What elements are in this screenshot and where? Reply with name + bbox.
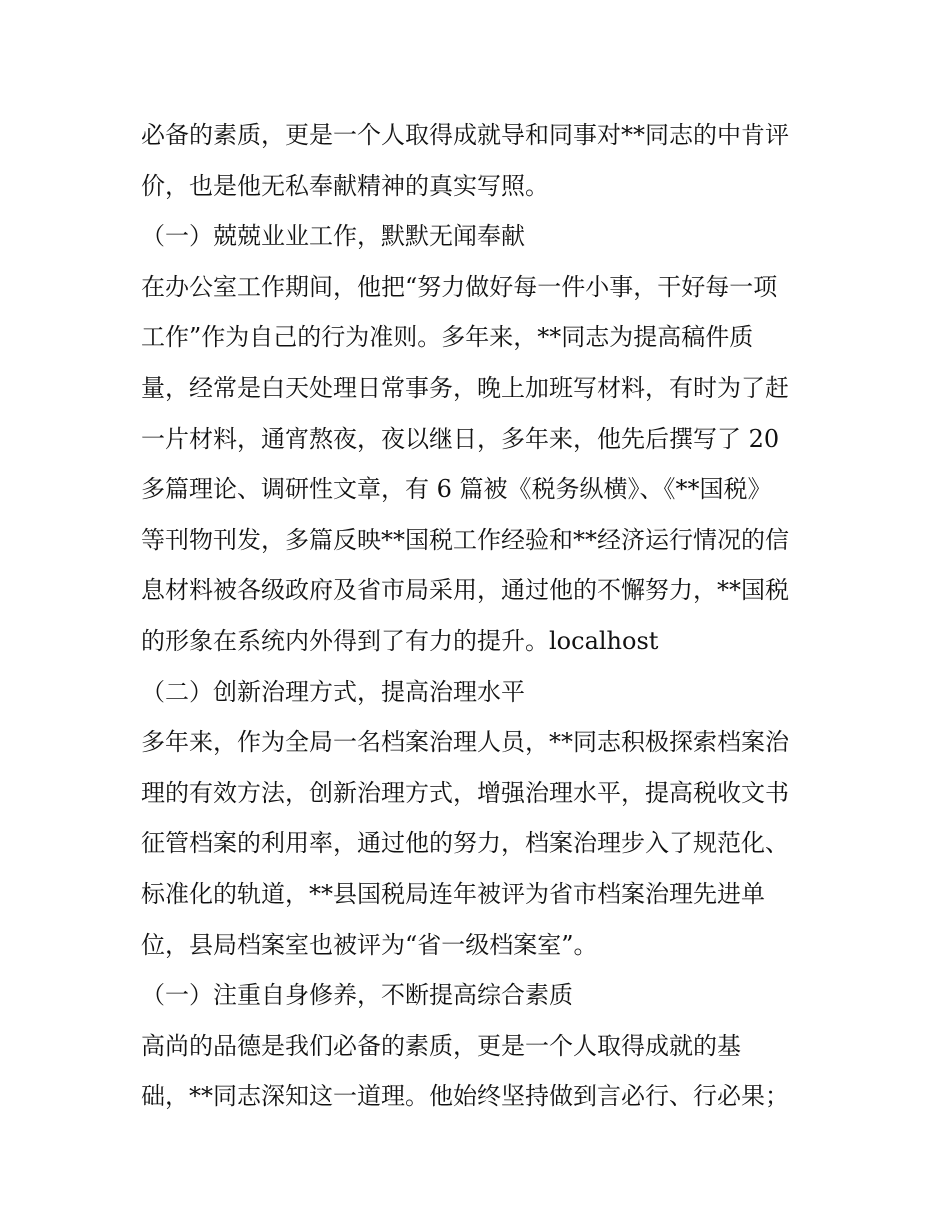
body-text-line: 位，县局档案室也被评为“省一级档案室”。 — [141, 930, 598, 959]
body-text-line: 高尚的品德是我们必备的素质，更是一个人取得成就的基 — [141, 1031, 741, 1060]
body-text-line: 量，经常是白天处理日常事务，晚上加班写材料，有时为了赶 — [141, 373, 789, 402]
body-text-line: 一片材料，通宵熬夜，夜以继日，多年来，他先后撰写了 20 — [141, 424, 780, 453]
body-text-line: 息材料被各级政府及省市局采用，通过他的不懈努力，**国税 — [141, 576, 789, 605]
body-text-line: 价，也是他无私奉献精神的真实写照。 — [141, 171, 549, 200]
body-text-line: 的形象在系统内外得到了有力的提升。localhost — [141, 626, 659, 655]
body-text-line: 多年来，作为全局一名档案治理人员，**同志积极探索档案治 — [141, 728, 789, 757]
section-heading: （二）创新治理方式，提高治理水平 — [141, 677, 525, 706]
body-text-line: 在办公室工作期间，他把“努力做好每一件小事，干好每一项 — [141, 272, 778, 301]
body-text-line: 础，**同志深知这一道理。他始终坚持做到言必行、行必果； — [141, 1082, 789, 1111]
body-text-line: 多篇理论、调研性文章，有 6 篇被《税务纵横》、《**国税》 — [141, 475, 772, 504]
body-text-line: 工作”作为自己的行为准则。多年来，**同志为提高稿件质 — [141, 323, 754, 352]
body-text-line: 等刊物刊发，多篇反映**国税工作经验和**经济运行情况的信 — [141, 525, 789, 554]
body-text-line: 必备的素质，更是一个人取得成就导和同事对**同志的中肯评 — [141, 121, 789, 149]
body-text-line: 标准化的轨道，**县国税局连年被评为省市档案治理先进单 — [141, 879, 765, 908]
body-text-line: 理的有效方法，创新治理方式，增强治理水平，提高税收文书 — [141, 778, 789, 807]
document-body — [141, 110, 813, 1122]
body-text-line: 征管档案的利用率，通过他的努力，档案治理步入了规范化、 — [141, 829, 789, 858]
section-heading: （一）兢兢业业工作，默默无闻奉献 — [141, 222, 525, 251]
section-heading: （一）注重自身修养，不断提高综合素质 — [141, 981, 573, 1010]
